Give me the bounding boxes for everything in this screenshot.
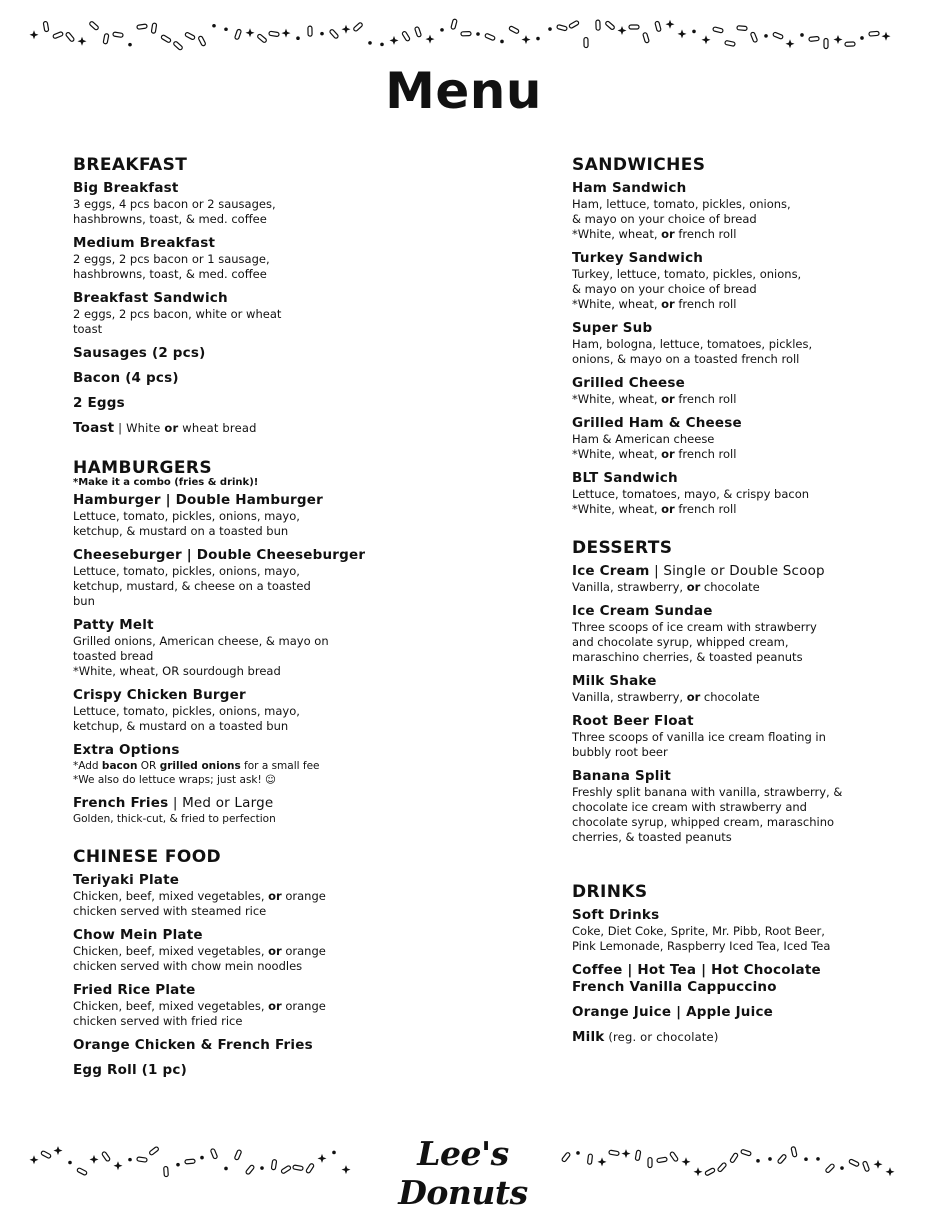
sparkle-shape bbox=[342, 1165, 351, 1174]
item-name: Ice Cream Sundae bbox=[572, 603, 713, 619]
sprinkle-shape bbox=[53, 31, 64, 38]
item-description bbox=[572, 690, 872, 705]
sparkle-shape bbox=[342, 25, 351, 34]
desc-text: orange chicken served with chow mein noodles bbox=[73, 944, 326, 973]
sparkle-shape bbox=[246, 28, 255, 37]
desc-bold: or bbox=[661, 447, 675, 461]
sprinkle-border-top bbox=[28, 18, 900, 52]
desc-text: *White, wheat, bbox=[572, 227, 662, 241]
section-note: *Make it a combo (fries & drink)! bbox=[73, 477, 259, 488]
item-note: (reg. or chocolate) bbox=[604, 1030, 719, 1044]
menu-item bbox=[73, 687, 373, 734]
menu-item bbox=[572, 180, 872, 242]
item-description: Lettuce, tomatoes, mayo, & crispy bacon bbox=[572, 487, 810, 501]
sparkle-shape bbox=[522, 35, 531, 44]
dot-shape bbox=[816, 1157, 820, 1161]
menu-item bbox=[572, 1029, 872, 1046]
sprinkle-shape bbox=[414, 26, 421, 37]
sprinkle-shape bbox=[561, 1152, 570, 1162]
menu-item bbox=[572, 713, 872, 760]
sprinkle-shape bbox=[605, 21, 615, 31]
desc-text: french roll bbox=[674, 392, 737, 406]
menu-item bbox=[73, 1062, 373, 1079]
desc-text: *White, wheat, bbox=[572, 392, 662, 406]
sprinkle-shape bbox=[173, 41, 183, 51]
sprinkle-shape bbox=[824, 38, 828, 48]
desc-bold: or bbox=[661, 297, 675, 311]
item-description: Lettuce, tomato, pickles, onions, mayo, ketchup, & mustard on a toasted bun bbox=[73, 509, 300, 538]
item-name: Coffee | Hot Tea | Hot Chocolate bbox=[572, 962, 821, 978]
item-description: Lettuce, tomato, pickles, onions, mayo, ketchup, & mustard on a toasted bun bbox=[73, 704, 300, 733]
sparkle-shape bbox=[874, 1160, 883, 1169]
desc-text: Chicken, beef, mixed vegetables, bbox=[73, 999, 269, 1013]
item-description: 2 eggs, 2 pcs bacon, white or wheat toast bbox=[73, 307, 282, 336]
section-desserts bbox=[572, 537, 872, 845]
sprinkle-shape bbox=[809, 36, 819, 41]
sparkle-shape bbox=[78, 37, 87, 46]
dot-shape bbox=[536, 37, 540, 41]
menu-item bbox=[572, 563, 872, 595]
sparkle-shape bbox=[426, 35, 435, 44]
menu-item bbox=[73, 370, 373, 387]
sprinkle-shape bbox=[234, 29, 241, 40]
desc-text: french roll bbox=[674, 297, 737, 311]
sprinkle-shape bbox=[402, 31, 411, 42]
item-description: Golden, thick-cut, & fried to perfection bbox=[73, 813, 276, 825]
sprinkle-shape bbox=[185, 1159, 195, 1164]
sprinkle-shape bbox=[635, 1150, 641, 1161]
desc-text: Vanilla, strawberry, bbox=[572, 690, 687, 704]
sprinkle-shape bbox=[584, 38, 588, 48]
item-description bbox=[73, 759, 373, 773]
item-name: Patty Melt bbox=[73, 617, 154, 633]
sprinkle-shape bbox=[198, 36, 206, 47]
sprinkle-shape bbox=[210, 1148, 217, 1159]
item-description: Coke, Diet Coke, Sprite, Mr. Pibb, Root Beer, Pink Lemonade, Raspberry Iced Tea, Iced Tea bbox=[572, 924, 831, 953]
dot-shape bbox=[840, 1166, 844, 1170]
menu-item bbox=[73, 180, 373, 227]
menu-item bbox=[73, 982, 373, 1029]
sprinkle-shape bbox=[271, 1159, 277, 1170]
section-heading: SANDWICHES bbox=[572, 155, 706, 175]
item-name: Cheeseburger | Double Cheeseburger bbox=[73, 547, 366, 563]
menu-item bbox=[572, 907, 872, 954]
item-name: Root Beer Float bbox=[572, 713, 694, 729]
sprinkle-shape bbox=[596, 20, 600, 30]
desc-bold: or bbox=[661, 227, 675, 241]
sprinkle-shape bbox=[89, 21, 99, 31]
sprinkle-shape bbox=[737, 26, 747, 31]
sparkle-shape bbox=[90, 1155, 99, 1164]
menu-item bbox=[73, 617, 373, 679]
sprinkle-shape bbox=[629, 25, 639, 29]
section-heading: BREAKFAST bbox=[73, 155, 188, 175]
item-name: 2 Eggs bbox=[73, 395, 125, 411]
bread-options bbox=[572, 392, 872, 407]
menu-column-left bbox=[73, 154, 373, 1079]
item-name-text: Toast bbox=[73, 420, 115, 436]
desc-text: french roll bbox=[674, 502, 737, 516]
item-description: Ham & American cheese bbox=[572, 432, 715, 446]
dot-shape bbox=[260, 1166, 264, 1170]
sprinkle-shape bbox=[741, 1149, 752, 1156]
menu-item bbox=[73, 1037, 373, 1054]
sparkle-shape bbox=[678, 29, 687, 38]
item-description: Grilled onions, American cheese, & mayo on toasted bread *White, wheat, OR sourdough bread bbox=[73, 634, 329, 678]
section-hamburgers bbox=[73, 457, 373, 826]
dot-shape bbox=[756, 1159, 760, 1163]
sparkle-shape bbox=[622, 1149, 631, 1158]
menu-item bbox=[572, 1004, 872, 1021]
sprinkle-shape bbox=[791, 1146, 797, 1157]
item-name: BLT Sandwich bbox=[572, 470, 678, 486]
dot-shape bbox=[332, 1151, 336, 1155]
dot-shape bbox=[500, 40, 504, 44]
section-sandwiches bbox=[572, 154, 872, 517]
sprinkle-shape bbox=[717, 1162, 727, 1172]
item-description: Ham, bologna, lettuce, tomatoes, pickles, onions, & mayo on a toasted french roll bbox=[572, 337, 813, 366]
sprinkle-shape bbox=[306, 1163, 315, 1174]
sparkle-shape bbox=[682, 1157, 691, 1166]
dot-shape bbox=[176, 1163, 180, 1167]
sprinkle-shape bbox=[103, 33, 109, 44]
desc-text: *Add bbox=[73, 760, 102, 772]
section-heading: DESSERTS bbox=[572, 538, 673, 558]
sprinkle-shape bbox=[164, 1166, 169, 1176]
menu-item bbox=[73, 927, 373, 974]
sprinkle-shape bbox=[77, 1167, 88, 1175]
sparkle-shape bbox=[702, 35, 711, 44]
sprinkle-shape bbox=[609, 1150, 620, 1156]
dot-shape bbox=[224, 27, 228, 31]
dot-shape bbox=[128, 43, 132, 47]
sprinkle-shape bbox=[43, 21, 49, 32]
item-name-text: Ice Cream bbox=[572, 563, 650, 579]
dot-shape bbox=[548, 27, 552, 31]
item-description: Turkey, lettuce, tomato, pickles, onions, & mayo on your choice of bread bbox=[572, 267, 802, 296]
sprinkle-shape bbox=[655, 21, 661, 32]
sprinkle-shape bbox=[113, 32, 124, 38]
lees-donuts-logo: Lee's Donuts bbox=[398, 1134, 528, 1212]
section-drinks bbox=[572, 881, 872, 1046]
item-description: *We also do lettuce wraps; just ask! ☺ bbox=[73, 774, 276, 786]
desc-bold: grilled onions bbox=[159, 760, 241, 772]
item-name: Super Sub bbox=[572, 320, 653, 336]
menu-item bbox=[572, 375, 872, 407]
dot-shape bbox=[692, 30, 696, 34]
sparkle-shape bbox=[282, 29, 291, 38]
sprinkle-shape bbox=[257, 34, 267, 43]
sparkle-shape bbox=[318, 1154, 327, 1163]
item-name: Breakfast Sandwich bbox=[73, 290, 228, 306]
desc-text: chocolate bbox=[700, 690, 760, 704]
dot-shape bbox=[860, 36, 864, 40]
sprinkle-shape bbox=[713, 27, 724, 33]
sprinkle-shape bbox=[461, 32, 471, 36]
sprinkle-shape bbox=[657, 1157, 668, 1163]
bread-options bbox=[572, 447, 872, 462]
sprinkle-shape bbox=[750, 32, 757, 43]
dot-shape bbox=[476, 32, 480, 36]
desc-text: chocolate bbox=[700, 580, 760, 594]
dot-shape bbox=[576, 1151, 580, 1155]
sprinkle-shape bbox=[825, 1163, 835, 1173]
sprinkle-shape bbox=[777, 1154, 787, 1164]
note-text: wheat bread bbox=[178, 421, 257, 435]
dot-shape bbox=[296, 36, 300, 40]
menu-item bbox=[572, 768, 872, 845]
item-name: Soft Drinks bbox=[572, 907, 660, 923]
dot-shape bbox=[224, 1167, 228, 1171]
sprinkle-shape bbox=[730, 1153, 739, 1164]
sparkle-shape bbox=[598, 1157, 607, 1166]
sparkle-shape bbox=[618, 26, 627, 35]
item-name: Turkey Sandwich bbox=[572, 250, 704, 266]
menu-item bbox=[572, 962, 872, 996]
item-name: Orange Juice | Apple Juice bbox=[572, 1004, 774, 1020]
note-text: | White bbox=[114, 421, 165, 435]
sparkle-shape bbox=[694, 1167, 703, 1176]
item-name: Milk Shake bbox=[572, 673, 657, 689]
item-name: Extra Options bbox=[73, 742, 180, 758]
item-name: Hamburger | Double Hamburger bbox=[73, 492, 323, 508]
menu-item bbox=[73, 742, 373, 787]
desc-text: Vanilla, strawberry, bbox=[572, 580, 687, 594]
sparkle-shape bbox=[882, 32, 891, 41]
dot-shape bbox=[380, 43, 384, 47]
desc-text: *White, wheat, bbox=[572, 502, 662, 516]
desc-bold: or bbox=[268, 999, 282, 1013]
item-description bbox=[73, 999, 373, 1029]
sprinkle-shape bbox=[705, 1168, 716, 1176]
desc-bold: or bbox=[661, 392, 675, 406]
desc-text: orange chicken served with steamed rice bbox=[73, 889, 326, 918]
item-description: 2 eggs, 2 pcs bacon or 1 sausage, hashbrowns, toast, & med. coffee bbox=[73, 252, 270, 281]
item-name: Chow Mein Plate bbox=[73, 927, 203, 943]
menu-item bbox=[73, 345, 373, 362]
menu-item bbox=[73, 547, 373, 609]
item-name: Orange Chicken & French Fries bbox=[73, 1037, 313, 1053]
dot-shape bbox=[804, 1157, 808, 1161]
desc-bold: or bbox=[268, 889, 282, 903]
sprinkle-shape bbox=[648, 1158, 652, 1168]
menu-item bbox=[73, 395, 373, 412]
menu-item bbox=[572, 603, 872, 665]
desc-text: french roll bbox=[674, 447, 737, 461]
item-note bbox=[114, 421, 256, 435]
sprinkle-shape bbox=[308, 26, 312, 36]
item-name: Medium Breakfast bbox=[73, 235, 216, 251]
sprinkle-shape bbox=[137, 24, 147, 29]
item-name: Big Breakfast bbox=[73, 180, 179, 196]
sprinkle-border-bottom-right bbox=[560, 1144, 900, 1178]
desc-bold: or bbox=[661, 502, 675, 516]
sprinkle-shape bbox=[41, 1150, 52, 1158]
sparkle-shape bbox=[786, 39, 795, 48]
sprinkle-shape bbox=[451, 19, 457, 30]
item-name bbox=[572, 1029, 872, 1046]
section-chinese-food bbox=[73, 846, 373, 1079]
item-name: Crispy Chicken Burger bbox=[73, 687, 246, 703]
item-name: Ham Sandwich bbox=[572, 180, 687, 196]
menu-item bbox=[73, 795, 373, 826]
item-name: Fried Rice Plate bbox=[73, 982, 196, 998]
desc-text: Chicken, beef, mixed vegetables, bbox=[73, 889, 269, 903]
item-name bbox=[73, 795, 373, 812]
item-description: Three scoops of ice cream with strawberry and chocolate syrup, whipped cream, maraschino cherries, & toasted peanuts bbox=[572, 620, 817, 664]
item-name bbox=[572, 563, 872, 580]
sparkle-shape bbox=[834, 35, 843, 44]
sparkle-shape bbox=[30, 30, 39, 39]
sparkle-shape bbox=[390, 36, 399, 45]
sprinkle-shape bbox=[587, 1154, 592, 1164]
section-heading: DRINKS bbox=[572, 882, 648, 902]
item-description: Freshly split banana with vanilla, strawberry, & chocolate ice cream with strawberry and chocolate syrup, whipped cream, maraschino cherries, & toasted peanuts bbox=[572, 785, 843, 844]
sprinkle-shape bbox=[862, 1161, 869, 1172]
item-name-text: Milk bbox=[572, 1029, 605, 1045]
section-heading: HAMBURGERS bbox=[73, 458, 213, 478]
sprinkle-shape bbox=[151, 23, 157, 34]
desc-text: Chicken, beef, mixed vegetables, bbox=[73, 944, 269, 958]
bread-options bbox=[572, 502, 872, 517]
dot-shape bbox=[800, 33, 804, 37]
desc-text: for a small fee bbox=[240, 760, 320, 772]
sprinkle-shape bbox=[725, 40, 736, 46]
sprinkle-shape bbox=[773, 32, 784, 39]
menu-item bbox=[73, 290, 373, 337]
sparkle-shape bbox=[30, 1155, 39, 1164]
sparkle-shape bbox=[54, 1146, 63, 1155]
item-description: Three scoops of vanilla ice cream floating in bubbly root beer bbox=[572, 730, 826, 759]
item-name: Banana Split bbox=[572, 768, 672, 784]
sprinkle-shape bbox=[234, 1149, 242, 1160]
item-description: 3 eggs, 4 pcs bacon or 2 sausages, hashbrowns, toast, & med. coffee bbox=[73, 197, 276, 226]
desc-text: OR bbox=[137, 760, 160, 772]
sprinkle-shape bbox=[485, 33, 496, 41]
item-suffix: | Single or Double Scoop bbox=[649, 563, 825, 579]
desc-text: *White, wheat, bbox=[572, 447, 662, 461]
sprinkle-shape bbox=[643, 32, 650, 43]
sprinkle-shape bbox=[185, 32, 196, 40]
sprinkle-shape bbox=[149, 1146, 159, 1155]
sprinkle-shape bbox=[245, 1165, 254, 1175]
sparkle-shape bbox=[666, 20, 675, 29]
dot-shape bbox=[768, 1157, 772, 1161]
desc-bold: or bbox=[268, 944, 282, 958]
item-name: Grilled Cheese bbox=[572, 375, 685, 391]
dot-shape bbox=[764, 34, 768, 38]
item-suffix: | Med or Large bbox=[168, 795, 274, 811]
desc-text: orange chicken served with fried rice bbox=[73, 999, 326, 1028]
item-description: Ham, lettuce, tomato, pickles, onions, & mayo on your choice of bread bbox=[572, 197, 791, 226]
item-description bbox=[73, 889, 373, 919]
item-description bbox=[73, 944, 373, 974]
item-name: Teriyaki Plate bbox=[73, 872, 180, 888]
sprinkle-shape bbox=[669, 1151, 678, 1161]
sprinkle-shape bbox=[137, 1157, 147, 1162]
item-name-text: French Fries bbox=[73, 795, 169, 811]
sprinkle-pattern bbox=[28, 18, 900, 52]
sparkle-shape bbox=[886, 1167, 895, 1176]
sprinkle-shape bbox=[557, 24, 568, 30]
desc-bold: bacon bbox=[101, 760, 138, 772]
section-breakfast bbox=[73, 154, 373, 437]
menu-item bbox=[572, 415, 872, 462]
desc-bold: or bbox=[686, 580, 701, 594]
sprinkle-pattern bbox=[28, 1144, 358, 1178]
sprinkle-shape bbox=[269, 31, 280, 37]
dot-shape bbox=[320, 32, 324, 36]
sprinkle-shape bbox=[569, 20, 580, 28]
menu-item bbox=[572, 673, 872, 705]
sprinkle-shape bbox=[101, 1151, 110, 1161]
item-name bbox=[73, 420, 373, 437]
menu-item bbox=[572, 470, 872, 517]
sprinkle-shape bbox=[281, 1165, 292, 1174]
dot-shape bbox=[200, 1156, 204, 1160]
item-name: Grilled Ham & Cheese bbox=[572, 415, 742, 431]
item-description: Lettuce, tomato, pickles, onions, mayo, ketchup, mustard, & cheese on a toasted bun bbox=[73, 564, 311, 608]
item-name-line2: French Vanilla Cappuccino bbox=[572, 979, 777, 995]
sparkle-shape bbox=[114, 1161, 123, 1170]
item-description bbox=[572, 580, 872, 595]
desc-text: *White, wheat, bbox=[572, 297, 662, 311]
menu-item bbox=[73, 420, 373, 437]
desc-bold: or bbox=[686, 690, 701, 704]
sprinkle-shape bbox=[329, 29, 339, 39]
menu-column-right bbox=[572, 154, 872, 1046]
dot-shape bbox=[212, 24, 216, 28]
menu-item bbox=[73, 492, 373, 539]
item-name: Bacon (4 pcs) bbox=[73, 370, 179, 386]
section-heading: CHINESE FOOD bbox=[73, 847, 222, 867]
sprinkle-border-bottom-left bbox=[28, 1144, 358, 1178]
bread-options bbox=[572, 297, 872, 312]
dot-shape bbox=[368, 41, 372, 45]
menu-item bbox=[73, 235, 373, 282]
dot-shape bbox=[68, 1161, 72, 1165]
menu-item bbox=[572, 250, 872, 312]
sprinkle-shape bbox=[849, 1159, 860, 1167]
page-title: Menu bbox=[385, 62, 542, 120]
sprinkle-shape bbox=[869, 31, 879, 36]
item-name: Sausages (2 pcs) bbox=[73, 345, 206, 361]
sprinkle-shape bbox=[353, 22, 363, 32]
menu-item bbox=[73, 872, 373, 919]
menu-item bbox=[572, 320, 872, 367]
item-name: Egg Roll (1 pc) bbox=[73, 1062, 187, 1078]
note-bold: or bbox=[164, 421, 179, 435]
sprinkle-shape bbox=[845, 42, 855, 46]
sprinkle-shape bbox=[293, 1165, 304, 1171]
sprinkle-shape bbox=[509, 26, 520, 34]
sprinkle-shape bbox=[65, 32, 74, 42]
bread-options bbox=[572, 227, 872, 242]
dot-shape bbox=[128, 1158, 132, 1162]
sprinkle-shape bbox=[161, 34, 172, 43]
desc-text: french roll bbox=[674, 227, 737, 241]
dot-shape bbox=[440, 28, 444, 32]
sprinkle-pattern bbox=[560, 1144, 900, 1178]
